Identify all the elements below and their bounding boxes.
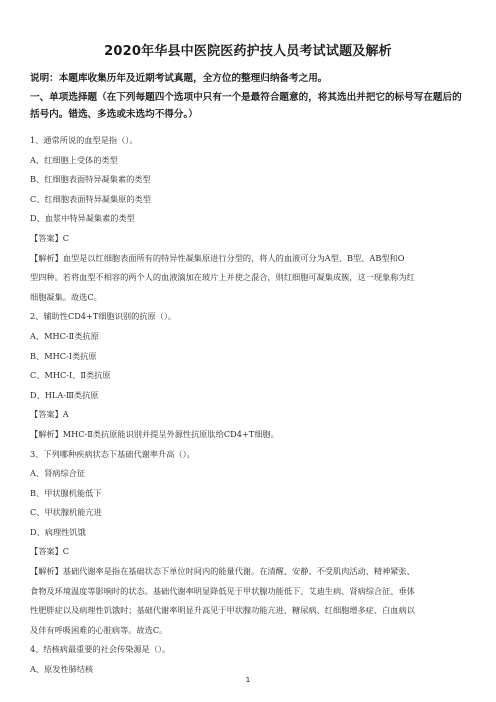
text-line: 2、辅助性CD4+T细胞识别的抗原（）。 [30,311,177,322]
text-line: 1、通常所说的血型是指（）。 [30,135,138,145]
question-body [30,131,470,680]
text-line: 细胞凝集。故选C。 [30,291,102,302]
text-line: A、MHC-Ⅱ类抗原 [30,330,99,341]
text-line: 【解析】基础代谢率是指在基础状态下单位时间内的能量代谢。在清醒、安静、不受肌肉活动、精神紧张、 [30,566,415,577]
text-line: A、肾病综合征 [30,468,86,479]
text-line: 型四种。若将血型不相容的两个人的血液滴加在玻片上并使之混合，则红细胞可凝集成簇，这一现象称为红 [30,272,415,283]
text-line: D、HLA-Ⅲ类抗原 [30,389,99,400]
text-line: C、MHC-Ⅰ、Ⅱ类抗原 [30,370,111,381]
text-line: 【解析】血型是以红细胞表面所有的特异性凝集原进行分型的，将人的血液可分为A型、B型、AB型和O [30,252,405,263]
text-line: 【答案】C [30,232,70,243]
intro-note: 说明：本题库收集历年及近期考试真题，全方位的整理归纳备考之用。 [30,73,328,84]
text-line: A、红细胞上受体的类型 [30,154,118,165]
page-number: 1 [245,676,251,684]
text-line: 【解析】MHC-Ⅱ类抗原能识别并提呈外源性抗原肽给CD4+T细胞。 [30,428,279,439]
text-line: 及伴有呼吸困难的心脏病等。故选C。 [30,624,168,635]
text-line: D、血浆中特异凝集素的类型 [30,213,135,224]
text-line: C、红细胞表面特异凝集原的类型 [30,193,151,204]
text-line: B、MHC-Ⅰ类抗原 [30,350,97,361]
text-line: 【答案】A [30,409,69,420]
text-line: A、原发性肺结核 [30,664,94,675]
text-line: C、甲状腺机能亢进 [30,507,102,518]
text-line: 4、结核病最重要的社会传染源是（）。 [30,644,171,655]
text-line: D、病理性饥饿 [30,526,86,537]
page-title: 2020年华县中医院医药护技人员考试试题及解析 [104,44,392,59]
text-line: 【答案】C [30,546,70,557]
text-line: B、甲状腺机能低下 [30,487,102,498]
text-line: 食物及环境温度等影响时的状态。基础代谢率明显降低见于甲状腺功能低下、艾迪生病、肾病综合征、垂体 [30,585,415,596]
text-line: 性肥胖症以及病理性饥饿时；基础代谢率明显升高见于甲状腺功能亢进、糖尿病、红细胞增多症、白血病以 [30,605,415,616]
text-line: B、红细胞表面特异凝集素的类型 [30,174,151,185]
text-line: 3、下列哪种疾病状态下基础代谢率升高（）。 [30,448,195,459]
section-heading: 一、单项选择题（在下列每题四个选项中只有一个是最符合题意的，将其选出并把它的标号写在题后的括号内。错选、多选或未选均不得分。） [30,92,462,120]
